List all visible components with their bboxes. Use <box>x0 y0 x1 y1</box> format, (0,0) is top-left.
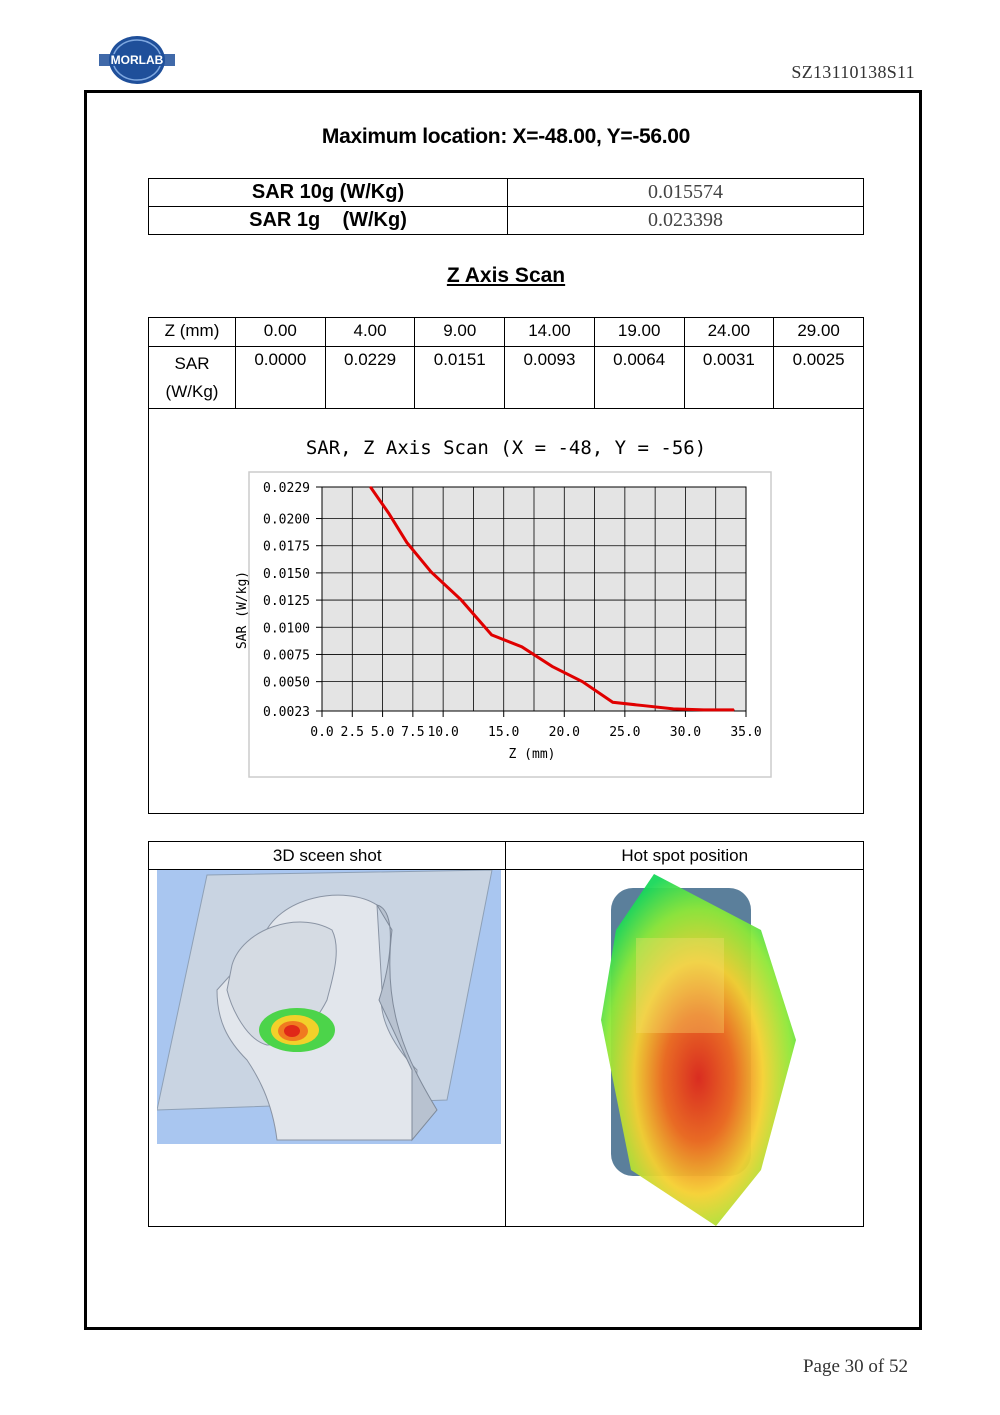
morlab-logo <box>97 30 177 90</box>
document-id: SZ13110138S11 <box>791 62 915 82</box>
x-tick-label: 30.0 <box>669 725 702 740</box>
sar1g-label: SAR 1g (W/Kg) <box>149 207 508 235</box>
sar-data-point <box>491 634 493 636</box>
max-location: Maximum location: X=-48.00, Y=-56.00 <box>321 125 691 148</box>
sar-row-label: SAR (W/Kg) <box>149 347 236 409</box>
z-cell: 29.00 <box>774 318 864 347</box>
sar10g-value: 0.015574 <box>508 179 864 207</box>
y-tick-label: 0.0100 <box>263 621 310 637</box>
z-cell: 4.00 <box>325 318 415 347</box>
sar-data-point <box>703 709 705 711</box>
3d-screenshot-header: 3D sceen shot <box>149 842 506 870</box>
sar-data-point <box>642 705 644 707</box>
x-tick-label: 0.0 <box>310 725 334 740</box>
sar10g-label: SAR 10g (W/Kg) <box>149 179 508 207</box>
svg-text:MORLAB: MORLAB <box>110 53 164 67</box>
screenshots-table <box>148 841 864 1227</box>
sar-data-point <box>612 702 614 704</box>
y-tick-label: 0.0200 <box>263 512 310 528</box>
x-tick-label: 20.0 <box>548 725 580 740</box>
chart-title: SAR, Z Axis Scan (X = -48, Y = -56) <box>305 437 707 459</box>
sar-data-point <box>521 646 523 648</box>
sar-cell: 0.0064 <box>594 347 684 409</box>
z-row <box>149 318 864 347</box>
sar1g-row <box>149 207 864 235</box>
x-tick-label: 35.0 <box>730 725 762 740</box>
page-number: Page 30 of 52 <box>802 1356 908 1377</box>
z-row-label: Z (mm) <box>149 318 236 347</box>
sar-cell: 0.0025 <box>774 347 864 409</box>
sar-data-point <box>582 681 584 683</box>
x-tick-label: 7.5 <box>401 725 425 740</box>
z-scan-table <box>148 317 864 409</box>
sar-row <box>149 347 864 409</box>
x-tick-label: 2.5 <box>340 725 365 740</box>
z-cell: 24.00 <box>684 318 774 347</box>
y-tick-label: 0.0023 <box>263 705 310 720</box>
plot-area <box>263 481 762 740</box>
y-tick-label: 0.0175 <box>263 539 310 555</box>
z-cell: 14.00 <box>505 318 595 347</box>
x-tick-label: 5.0 <box>370 725 395 740</box>
y-tick-label: 0.0229 <box>263 481 310 496</box>
3d-head-model-image <box>157 870 501 1144</box>
hotspot-header: Hot spot position <box>506 842 864 870</box>
sar-cell: 0.0000 <box>236 347 326 409</box>
sar-cell: 0.0229 <box>325 347 415 409</box>
x-tick-label: 25.0 <box>609 725 641 740</box>
sar-data-point <box>406 542 408 544</box>
sar-summary-table <box>148 178 864 235</box>
sar-data-point <box>388 512 390 514</box>
sar-cell: 0.0031 <box>684 347 774 409</box>
sar1g-value: 0.023398 <box>508 207 864 235</box>
z-cell: 0.00 <box>236 318 326 347</box>
sar-data-point <box>461 599 463 601</box>
z-cell: 19.00 <box>594 318 684 347</box>
y-tick-label: 0.0075 <box>263 648 310 664</box>
sar-data-point <box>430 571 432 573</box>
y-tick-label: 0.0050 <box>263 675 310 691</box>
x-tick-label: 10.0 <box>427 725 459 740</box>
x-axis-label: Z (mm) <box>508 747 556 762</box>
sar-data-point <box>673 708 675 710</box>
hotspot-map-image <box>506 870 862 1226</box>
sar-data-point <box>370 486 372 488</box>
sar10g-row <box>149 179 864 207</box>
z-scan-heading: Z Axis Scan <box>446 264 566 287</box>
z-cell: 9.00 <box>415 318 505 347</box>
x-tick-label: 15.0 <box>488 725 520 740</box>
sar-cell: 0.0151 <box>415 347 505 409</box>
y-axis-label: SAR (W/kg) <box>235 570 250 650</box>
y-tick-label: 0.0125 <box>263 594 310 610</box>
sar-data-point <box>551 666 553 668</box>
z-scan-chart <box>150 402 862 810</box>
hotspot-cell <box>506 870 864 1227</box>
sar-data-point <box>733 709 735 711</box>
y-tick-label: 0.0150 <box>263 566 310 582</box>
sar-cell: 0.0093 <box>505 347 595 409</box>
3d-screenshot-cell <box>149 870 506 1227</box>
